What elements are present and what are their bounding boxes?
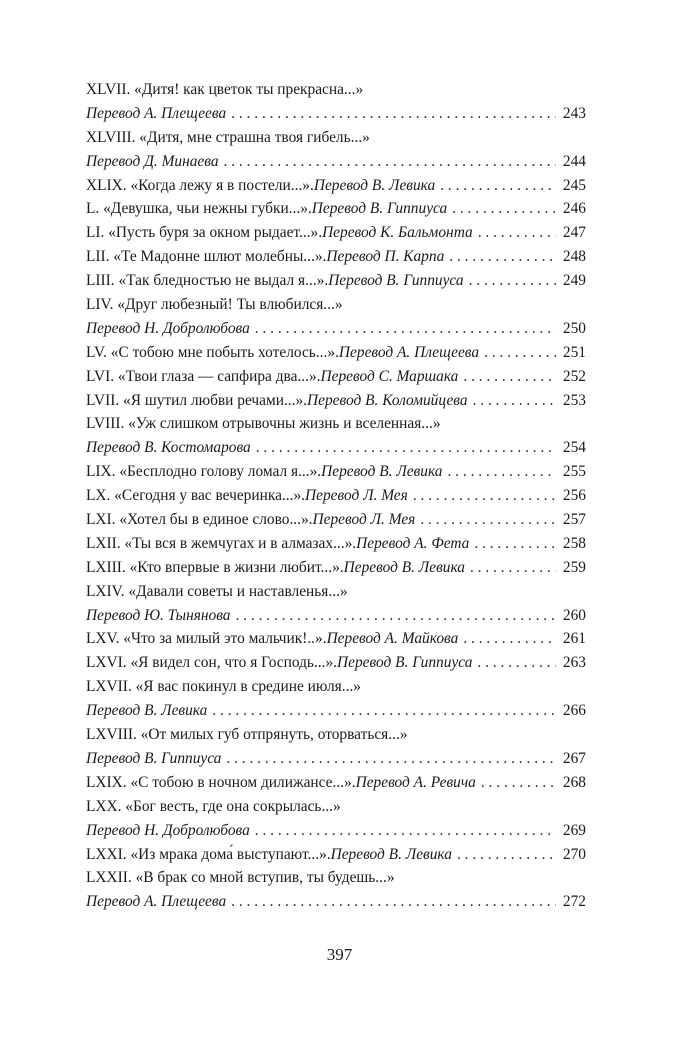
toc-entry: LXII. «Ты вся в жемчугах и в алмазах...». Перевод А. Фета . . . 258: [86, 532, 586, 556]
toc-entry: [86, 747, 586, 771]
page-ref: 256: [562, 487, 586, 505]
translator: Перевод Н. Добролюбова: [86, 319, 250, 337]
toc-entry-title: LVIII. «Уж слишком отрывочны жизнь и вселенная...»: [86, 415, 441, 433]
page-ref: 245: [562, 176, 586, 194]
page-ref: 270: [562, 845, 586, 863]
dot-leader: [452, 197, 556, 221]
page-ref: 260: [562, 606, 586, 624]
page-ref: 253: [562, 391, 586, 409]
translator: Перевод А. Ревича: [355, 773, 476, 791]
translator: Перевод В. Левика: [343, 558, 465, 576]
translator: Перевод Ю. Тынянова: [86, 606, 231, 624]
table-of-contents: [86, 78, 586, 914]
page-ref: 255: [562, 463, 586, 481]
toc-entry: LII. «Те Мадонне шлют молебны...». Перевод П. Карпа . . . 248: [86, 245, 586, 269]
toc-entry-title: XLVIII. «Дитя, мне страшна твоя гибель...»: [86, 128, 370, 146]
toc-entry: LXIX. «С тобою в ночном дилижансе...». Перевод А. Ревича . . . 268: [86, 771, 586, 795]
toc-entry: XLIX. «Когда лежу я в постели...». Перевод В. Левика . . . 245: [86, 174, 586, 198]
page-number: 397: [326, 945, 353, 964]
toc-entry: LVI. «Твои глаза — сапфира два...». Перевод С. Маршака . . . 252: [86, 365, 586, 389]
dot-leader: [255, 819, 556, 843]
toc-entry: LXV. «Что за милый это мальчик!..». Перевод А. Майкова . . . 261: [86, 627, 586, 651]
toc-entry-title: LXX. «Бог весть, где она сокрылась...»: [86, 797, 341, 815]
translator: Перевод А. Плещеева: [86, 104, 227, 122]
dot-leader: [440, 174, 556, 198]
translator: Перевод А. Майкова: [326, 630, 459, 648]
dot-leader: [484, 341, 556, 365]
translator: Перевод В. Левика: [321, 463, 443, 481]
toc-entry: LX. «Сегодня у вас вечеринка...». Перевод Л. Мея . . . 256: [86, 484, 586, 508]
toc-entry: LI. «Пусть буря за окном рыдает...». Перевод К. Бальмонта . . . 247: [86, 221, 586, 245]
translator: Перевод В. Гиппиуса: [328, 272, 464, 290]
dot-leader: [477, 651, 556, 675]
page-ref: 258: [562, 534, 586, 552]
page-ref: 267: [562, 749, 586, 767]
page-ref: 246: [562, 200, 586, 218]
page-ref: 248: [562, 248, 586, 266]
translator: Перевод А. Фета: [356, 534, 470, 552]
dot-leader: [212, 699, 556, 723]
dot-leader: [420, 508, 556, 532]
toc-entry: [86, 102, 586, 126]
toc-entry-title: LXVIII. «От милых губ отпрянуть, оторваться...»: [86, 726, 408, 744]
page-ref: 247: [562, 224, 586, 242]
page-ref: 251: [562, 343, 586, 361]
toc-entry: LIII. «Так бледностью не выдал я...». Перевод В. Гиппиуса . . . 249: [86, 269, 586, 293]
dot-leader: [469, 269, 556, 293]
toc-entry: LXI. «Хотел бы в единое слово...». Перевод Л. Мея . . . 257: [86, 508, 586, 532]
dot-leader: [231, 890, 556, 914]
dot-leader: [474, 532, 556, 556]
translator: Перевод С. Маршака: [320, 367, 459, 385]
page-ref: 249: [562, 272, 586, 290]
translator: Перевод В. Гиппиуса: [337, 654, 473, 672]
page-ref: 263: [562, 654, 586, 672]
toc-entry-title: XLVII. «Дитя! как цветок ты прекрасна...»: [86, 81, 364, 98]
page-ref: 269: [562, 821, 586, 839]
translator: Перевод Н. Добролюбова: [86, 821, 250, 839]
translator: Перевод В. Левика: [313, 176, 436, 194]
translator: Перевод В. Коломийцева: [307, 391, 468, 409]
page-ref: 250: [562, 319, 586, 337]
dot-leader: [470, 556, 556, 580]
translator: Перевод Л. Мея: [312, 511, 416, 529]
dot-leader: [447, 460, 556, 484]
toc-entry: [86, 150, 586, 174]
dot-leader: [478, 221, 556, 245]
toc-entry-title: LXIV. «Давали советы и наставленья...»: [86, 582, 348, 600]
page-ref: 268: [562, 773, 586, 791]
toc-entry-title: LXVII. «Я вас покинул в средине июля...»: [86, 678, 361, 696]
toc-entry: [86, 699, 586, 723]
dot-leader: [463, 627, 556, 651]
dot-leader: [449, 245, 556, 269]
dot-leader: [413, 484, 556, 508]
translator: Перевод В. Костомарова: [86, 439, 251, 457]
toc-entry: [86, 819, 586, 843]
translator: Перевод А. Плещеева: [86, 893, 227, 911]
translator: Перевод П. Карпа: [326, 248, 445, 266]
dot-leader: [231, 102, 556, 126]
toc-entry: LVII. «Я шутил любви речами...». Перевод В. Коломийцева . . . 253: [86, 389, 586, 413]
page-ref: 243: [562, 104, 586, 122]
toc-entry: LXIII. «Кто впервые в жизни любит...». Перевод В. Левика . . . 259: [86, 556, 586, 580]
translator: Перевод А. Плещеева: [338, 343, 480, 361]
translator: Перевод В. Гиппиуса: [86, 749, 222, 767]
page-ref: 244: [562, 152, 586, 170]
dot-leader: [235, 604, 556, 628]
toc-entry: [86, 317, 586, 341]
dot-leader: [226, 747, 556, 771]
translator: Перевод К. Бальмонта: [322, 224, 473, 242]
translator: Перевод Л. Мея: [305, 487, 408, 505]
page-ref: 259: [562, 558, 586, 576]
dot-leader: [481, 771, 556, 795]
dot-leader: [473, 389, 556, 413]
toc-entry: LV. «С тобою мне побыть хотелось...». Перевод А. Плещеева . . . 251: [86, 341, 586, 365]
toc-entry: LXVI. «Я видел сон, что я Господь...». Перевод В. Гиппиуса . . . 263: [86, 651, 586, 675]
page-ref: 257: [562, 511, 586, 529]
dot-leader: [255, 317, 556, 341]
translator: Перевод В. Левика: [330, 845, 452, 863]
page-ref: 252: [562, 367, 586, 385]
dot-leader: [256, 436, 556, 460]
page-ref: 254: [562, 439, 586, 457]
dot-leader: [463, 365, 556, 389]
dot-leader: [457, 843, 556, 867]
translator: Перевод Д. Минаева: [86, 152, 219, 170]
toc-entry: LXXI. «Из мрака дома́ выступают...». Перевод В. Левика . . . 270: [86, 843, 586, 867]
page-ref: 266: [562, 702, 586, 720]
toc-entry-title: LIV. «Друг любезный! Ты влюбился...»: [86, 296, 343, 314]
toc-entry: [86, 436, 586, 460]
page-ref: 261: [562, 630, 586, 648]
translator: Перевод В. Левика: [86, 702, 208, 720]
toc-entry-title: LXXII. «В брак со мной вступив, ты будешь...»: [86, 869, 395, 887]
toc-entry: [86, 604, 586, 628]
toc-entry: LIX. «Бесплодно голову ломал я...». Перевод В. Левика . . . 255: [86, 460, 586, 484]
toc-entry: L. «Девушка, чьи нежны губки...». Перевод В. Гиппиуса . . . 246: [86, 197, 586, 221]
toc-entry: [86, 890, 586, 914]
dot-leader: [224, 150, 556, 174]
page-ref: 272: [562, 893, 586, 911]
translator: Перевод В. Гиппиуса: [311, 200, 448, 218]
